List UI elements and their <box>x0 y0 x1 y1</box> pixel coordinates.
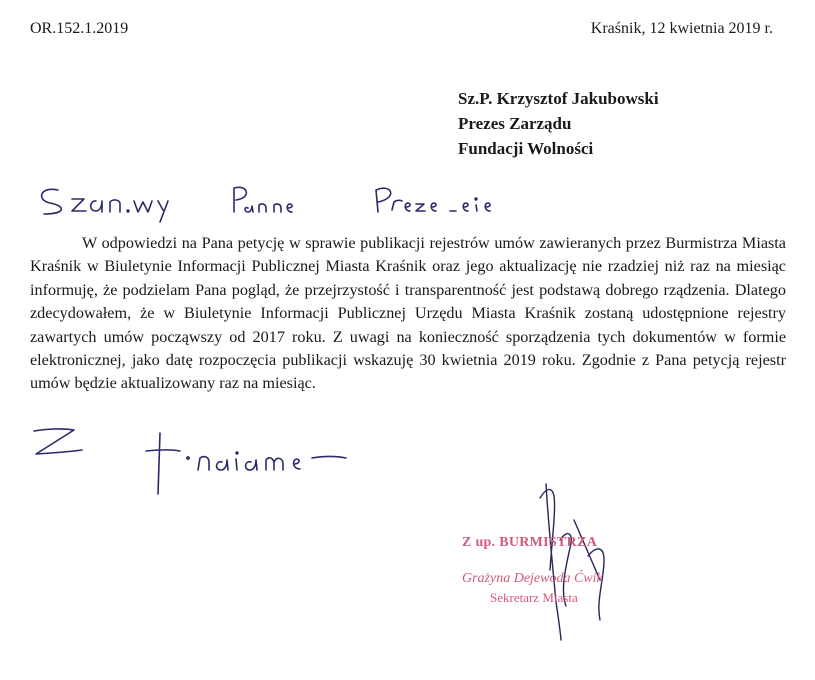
addressee-position: Prezes Zarządu <box>458 114 572 133</box>
reference-number: OR.152.1.2019 <box>30 20 129 37</box>
stamp-role: Sekretarz Miasta <box>490 590 578 605</box>
addressee-organization: Fundacji Wolności <box>458 139 594 158</box>
signature <box>540 484 604 640</box>
stamp-name: Grażyna Dejewoda Ćwik <box>462 571 603 586</box>
place-and-date: Kraśnik, 12 kwietnia 2019 r. <box>590 20 773 37</box>
handwritten-closing <box>34 429 346 494</box>
handwritten-greeting <box>42 187 491 222</box>
addressee-name: Sz.P. Krzysztof Jakubowski <box>458 89 659 108</box>
stamp-title: Z up. BURMISTRZA <box>462 535 598 550</box>
letter-body: W odpowiedzi na Pana petycję w sprawie publikacji rejestrów umów zawieranych przez Burmistrza Miasta Kraśnik w Biuletynie Informacji Publicznej Miasta Kraśnik oraz jego aktualizację nie rzadziej niż raz na miesiąc informuję, że podzielam Pana pogląd, że przejrzystość i transparentność jest podstawą dobrego rządzenia. Dlatego zdecydowałem, że w Biuletynie Informacji Publicznej Urzędu Miasta Kraśnik zostaną udostępnione rejestry zawartych umów począwszy od 2017 roku. Z uwagi na konieczność sporządzenia tych dokumentów w formie elektronicznej, jako datę rozpoczęcia publikacji wskazuję 30 kwietnia 2019 roku. Zgodnie z Pana petycją rejestr umów będzie aktualizowany raz na miesiąc. <box>30 234 786 393</box>
